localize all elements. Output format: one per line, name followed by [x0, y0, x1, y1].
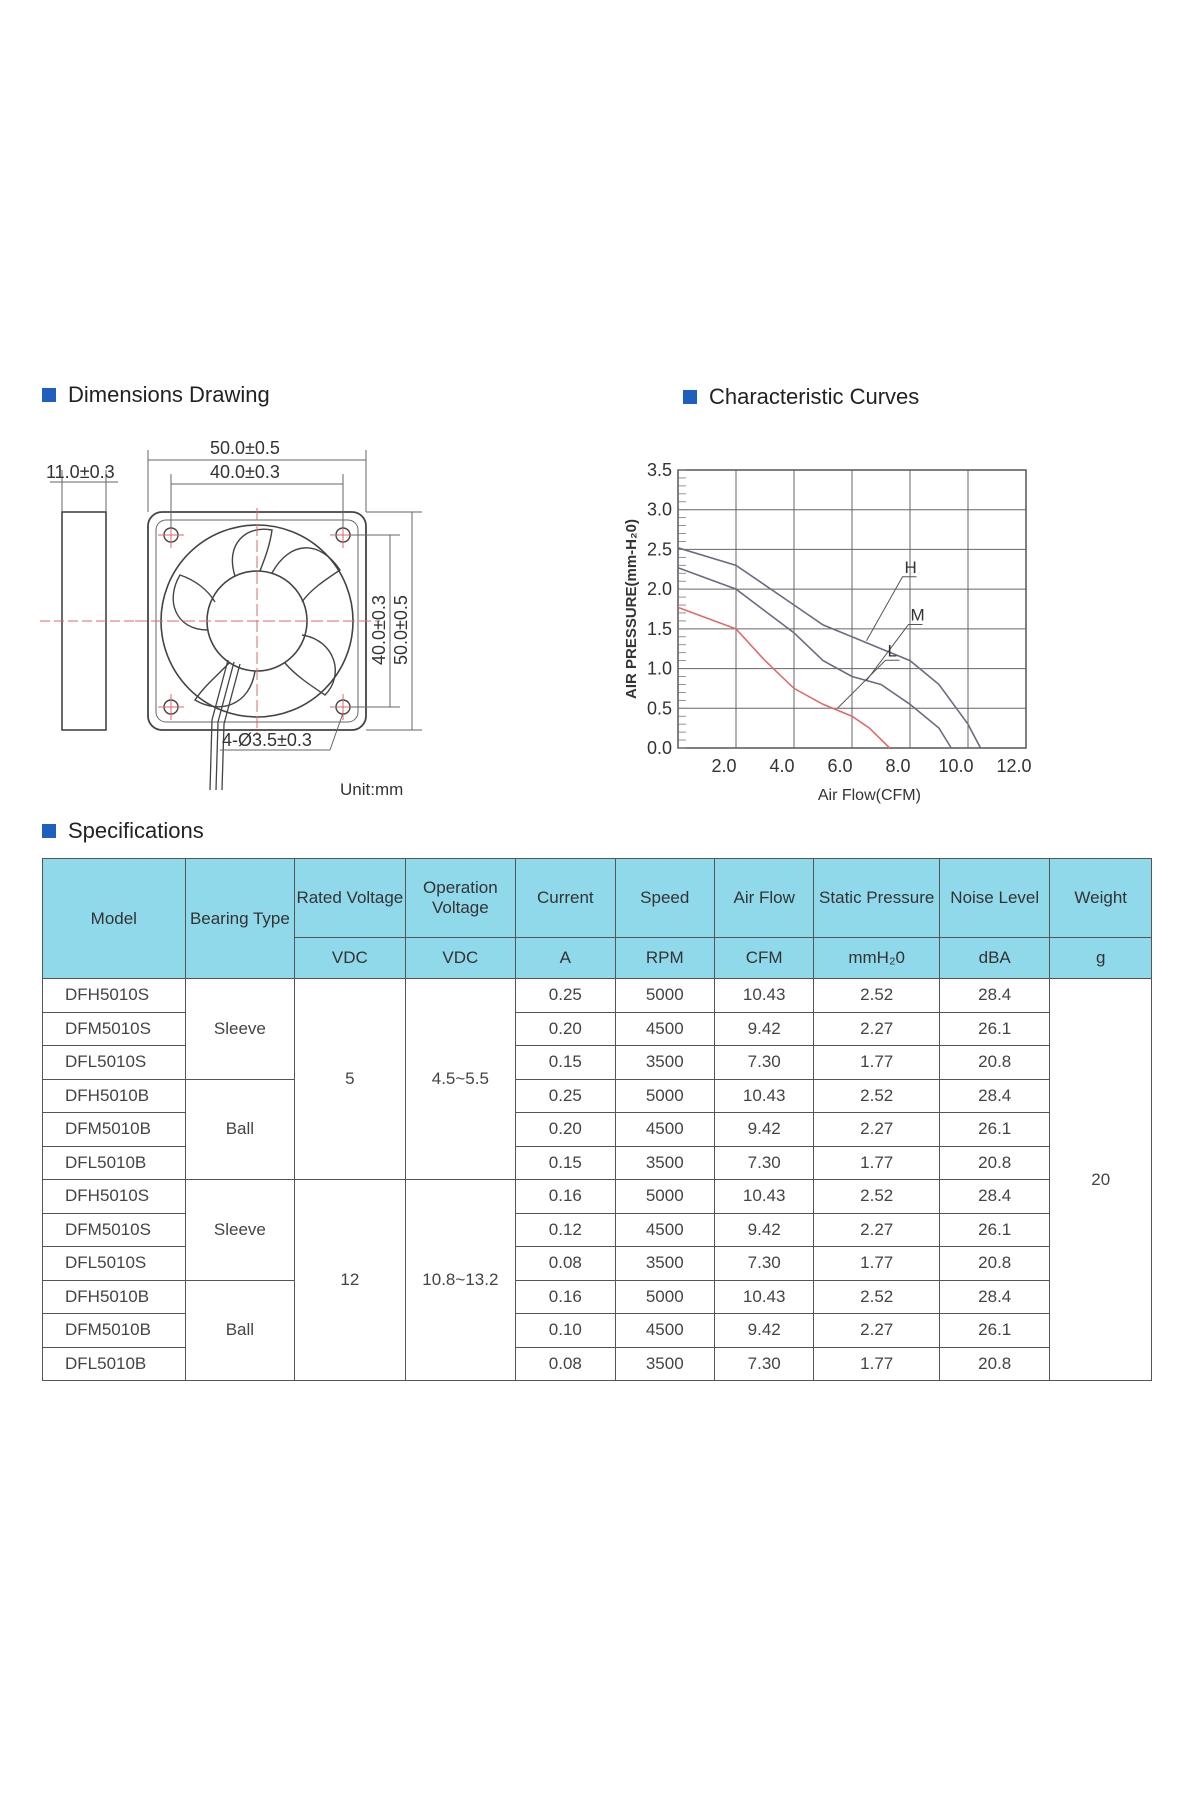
static-pressure-cell: 2.27 [814, 1314, 940, 1348]
unit-weight: g [1050, 938, 1152, 979]
operation-voltage-cell: 4.5~5.5 [405, 979, 515, 1180]
chart-series-label: M [910, 605, 925, 625]
noise-cell: 26.1 [939, 1314, 1049, 1348]
chart-series-h-line [678, 548, 981, 748]
static-pressure-cell: 2.52 [814, 1280, 940, 1314]
current-cell: 0.12 [516, 1213, 615, 1247]
current-cell: 0.10 [516, 1314, 615, 1348]
model-cell: DFM5010S [43, 1213, 186, 1247]
table-row [43, 1180, 1152, 1214]
model-cell: DFL5010S [43, 1247, 186, 1281]
bearing-cell: Sleeve [185, 1180, 294, 1281]
noise-cell: 28.4 [939, 1280, 1049, 1314]
curves-title-text: Characteristic Curves [709, 384, 920, 409]
rated-voltage-cell: 12 [295, 1180, 405, 1381]
vertical-hole-spacing-dimension: 40.0±0.3 [369, 595, 389, 665]
table-row [43, 1280, 1152, 1314]
weight-cell: 20 [1050, 979, 1152, 1381]
header-noise: Noise Level [939, 859, 1049, 938]
static-pressure-cell: 1.77 [814, 1146, 940, 1180]
table-row [43, 979, 1152, 1013]
static-pressure-cell: 2.52 [814, 979, 940, 1013]
model-cell: DFH5010B [43, 1079, 186, 1113]
specs-section-title [42, 818, 204, 844]
speed-cell: 3500 [615, 1146, 714, 1180]
noise-cell: 26.1 [939, 1012, 1049, 1046]
chart-y-tick-label: 0.0 [646, 738, 672, 758]
fan-wires [210, 660, 240, 790]
static-pressure-cell: 2.27 [814, 1213, 940, 1247]
chart-x-axis-label: Air Flow(CFM) [817, 787, 921, 804]
chart-y-tick-label: 1.5 [646, 618, 672, 639]
fan-dimension-drawing [40, 430, 480, 810]
current-cell: 0.25 [516, 979, 615, 1013]
unit-operation-voltage: VDC [405, 938, 515, 979]
air-flow-cell: 10.43 [714, 1180, 813, 1214]
bearing-cell: Ball [185, 1079, 294, 1180]
outer-width-dimension: 50.0±0.5 [210, 438, 280, 458]
model-cell: DFH5010S [43, 1180, 186, 1214]
header-weight: Weight [1050, 859, 1152, 938]
unit-rated-voltage: VDC [295, 938, 405, 979]
noise-cell: 20.8 [939, 1146, 1049, 1180]
current-cell: 0.15 [516, 1046, 615, 1080]
section-square-icon [42, 824, 56, 838]
speed-cell: 3500 [615, 1247, 714, 1281]
chart-y-tick-label: 3.0 [646, 499, 672, 520]
model-cell: DFL5010B [43, 1347, 186, 1381]
section-square-icon [42, 388, 56, 402]
chart-series-leader [838, 660, 900, 708]
header-current: Current [516, 859, 615, 938]
static-pressure-cell: 1.77 [814, 1347, 940, 1381]
header-model: Model [43, 859, 186, 979]
model-cell: DFM5010S [43, 1012, 186, 1046]
air-flow-cell: 7.30 [714, 1247, 813, 1281]
chart-grid [678, 470, 1026, 748]
current-cell: 0.15 [516, 1146, 615, 1180]
air-flow-cell: 10.43 [714, 979, 813, 1013]
specs-title-text: Specifications [68, 818, 204, 843]
noise-cell: 20.8 [939, 1347, 1049, 1381]
speed-cell: 4500 [615, 1113, 714, 1147]
bearing-cell: Sleeve [185, 979, 294, 1080]
noise-cell: 26.1 [939, 1113, 1049, 1147]
vertical-outer-dimension: 50.0±0.5 [391, 595, 411, 665]
unit-label: Unit:mm [340, 780, 404, 799]
chart-x-tick-label: 12.0 [996, 756, 1032, 776]
chart-x-tick-label: 6.0 [827, 756, 853, 776]
bearing-cell: Ball [185, 1280, 294, 1381]
current-cell: 0.16 [516, 1280, 615, 1314]
fan-blades [173, 529, 340, 707]
table-row [43, 1079, 1152, 1113]
header-speed: Speed [615, 859, 714, 938]
static-pressure-cell: 2.52 [814, 1079, 940, 1113]
air-flow-cell: 7.30 [714, 1146, 813, 1180]
current-cell: 0.20 [516, 1113, 615, 1147]
unit-speed: RPM [615, 938, 714, 979]
noise-cell: 28.4 [939, 1180, 1049, 1214]
speed-cell: 3500 [615, 1347, 714, 1381]
speed-cell: 4500 [615, 1213, 714, 1247]
specifications-table [42, 858, 1152, 1381]
air-flow-cell: 7.30 [714, 1046, 813, 1080]
air-flow-cell: 9.42 [714, 1314, 813, 1348]
unit-air-flow: CFM [714, 938, 813, 979]
chart-y-tick-label: 2.5 [646, 539, 672, 560]
chart-series-leader [867, 577, 917, 641]
header-air-flow: Air Flow [714, 859, 813, 938]
section-square-icon [683, 390, 697, 404]
characteristic-curve-chart [623, 450, 1120, 810]
model-cell: DFL5010B [43, 1146, 186, 1180]
header-operation-voltage: Operation Voltage [405, 859, 515, 938]
model-cell: DFH5010S [43, 979, 186, 1013]
thickness-dimension: 11.0±0.3 [46, 462, 115, 482]
speed-cell: 3500 [615, 1046, 714, 1080]
speed-cell: 5000 [615, 1280, 714, 1314]
speed-cell: 4500 [615, 1314, 714, 1348]
speed-cell: 4500 [615, 1012, 714, 1046]
speed-cell: 5000 [615, 979, 714, 1013]
air-flow-cell: 9.42 [714, 1213, 813, 1247]
chart-y-axis-label: AIR PRESSURE(mm-H₂0) [623, 518, 640, 700]
holes-dimension: 4-Ø3.5±0.3 [222, 730, 312, 750]
chart-x-tick-label: 4.0 [769, 756, 795, 776]
speed-cell: 5000 [615, 1180, 714, 1214]
model-cell: DFM5010B [43, 1314, 186, 1348]
chart-x-tick-label: 8.0 [885, 756, 911, 776]
speed-cell: 5000 [615, 1079, 714, 1113]
chart-y-tick-label: 0.5 [646, 698, 672, 719]
chart-series-label: H [904, 557, 917, 577]
hole-spacing-dimension: 40.0±0.3 [210, 462, 280, 482]
static-pressure-cell: 1.77 [814, 1247, 940, 1281]
current-cell: 0.08 [516, 1247, 615, 1281]
header-bearing: Bearing Type [185, 859, 294, 979]
noise-cell: 28.4 [939, 1079, 1049, 1113]
model-cell: DFM5010B [43, 1113, 186, 1147]
model-cell: DFH5010B [43, 1280, 186, 1314]
unit-current: A [516, 938, 615, 979]
current-cell: 0.08 [516, 1347, 615, 1381]
air-flow-cell: 9.42 [714, 1012, 813, 1046]
air-flow-cell: 9.42 [714, 1113, 813, 1147]
noise-cell: 20.8 [939, 1247, 1049, 1281]
header-static-pressure: Static Pressure [814, 859, 940, 938]
air-flow-cell: 10.43 [714, 1280, 813, 1314]
static-pressure-cell: 2.52 [814, 1180, 940, 1214]
chart-x-tick-label: 10.0 [938, 756, 974, 776]
dimensions-section-title [42, 382, 270, 408]
static-pressure-cell: 2.27 [814, 1113, 940, 1147]
current-cell: 0.25 [516, 1079, 615, 1113]
model-cell: DFL5010S [43, 1046, 186, 1080]
chart-y-tick-label: 2.0 [646, 579, 672, 600]
chart-x-tick-label: 2.0 [711, 756, 737, 776]
current-cell: 0.16 [516, 1180, 615, 1214]
static-pressure-cell: 1.77 [814, 1046, 940, 1080]
noise-cell: 26.1 [939, 1213, 1049, 1247]
chart-y-tick-label: 3.5 [646, 460, 672, 480]
curves-section-title [683, 384, 919, 410]
noise-cell: 20.8 [939, 1046, 1049, 1080]
air-flow-cell: 7.30 [714, 1347, 813, 1381]
dimensions-title-text: Dimensions Drawing [68, 382, 270, 407]
noise-cell: 28.4 [939, 979, 1049, 1013]
unit-noise: dBA [939, 938, 1049, 979]
chart-series-label: L [887, 641, 897, 661]
rated-voltage-cell: 5 [295, 979, 405, 1180]
current-cell: 0.20 [516, 1012, 615, 1046]
air-flow-cell: 10.43 [714, 1079, 813, 1113]
header-rated-voltage: Rated Voltage [295, 859, 405, 938]
chart-y-tick-label: 1.0 [646, 658, 672, 679]
unit-static-pressure: mmH₂0 [814, 938, 940, 979]
operation-voltage-cell: 10.8~13.2 [405, 1180, 515, 1381]
static-pressure-cell: 2.27 [814, 1012, 940, 1046]
